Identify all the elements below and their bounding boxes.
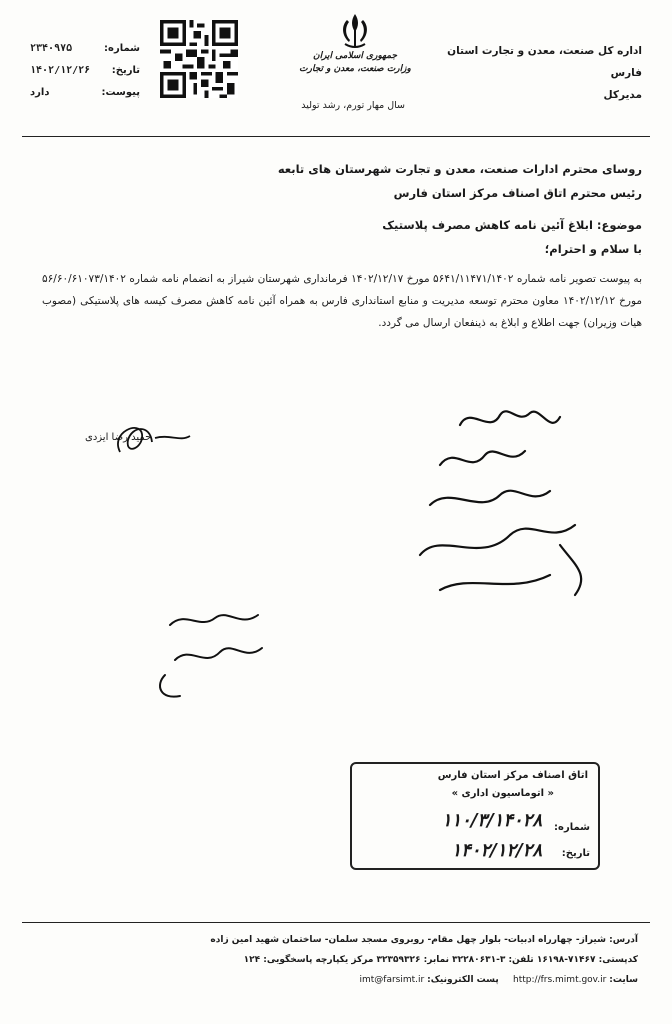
number-value: ۲۳۴۰۹۷۵ — [30, 43, 73, 54]
attachment-label: پیوست: — [101, 87, 140, 98]
date-label: تاریخ: — [111, 65, 140, 76]
meta-date-row — [30, 60, 140, 82]
received-stamp — [350, 762, 600, 870]
year-slogan: سال مهار تورم، رشد تولید — [301, 100, 405, 111]
greeting: با سلام و احترام؛ — [544, 242, 642, 256]
stamp-number-label: شماره: — [554, 822, 590, 833]
stamp-org: اتاق اصناف مرکز استان فارس — [437, 770, 588, 781]
footer-contact: کدپستی: ۷۱۴۶۷-۱۶۱۹۸ تلفن: ۳-۳۲۲۸۰۶۳۱ نمابر: ۳۲۳۵۹۳۲۶ مرکز یکپارچه پاسخگویی: ۱۲۴ — [243, 955, 638, 965]
iran-emblem-icon — [335, 12, 375, 50]
emblem-text-1: جمهوری اسلامی ایران — [312, 51, 398, 61]
meta-attachment-row — [30, 82, 140, 104]
qr-code-icon — [160, 20, 238, 98]
emblem-text-2: وزارت صنعت، معدن و تجارت — [299, 64, 411, 74]
subject-line: موضوع: ابلاغ آئین نامه کاهش مصرف پلاستیک — [382, 218, 642, 232]
footer-links — [38, 970, 638, 990]
site-label: سایت: — [609, 975, 638, 985]
stamp-number-value: ۱۱۰/۳/۱۴۰۲۸ — [441, 810, 542, 831]
attachment-value: دارد — [30, 87, 50, 98]
footer-divider — [22, 922, 650, 923]
site-link[interactable]: http://frs.mimt.gov.ir — [513, 975, 607, 985]
organization-name: اداره کل صنعت، معدن و تجارت استان فارس — [447, 45, 642, 79]
recipient-2: رئیس محترم اتاق اصناف مرکز استان فارس — [393, 186, 642, 200]
footer — [38, 930, 638, 990]
email-link[interactable]: imt@farsimt.ir — [359, 975, 425, 985]
organization-position: مدیرکل — [603, 89, 642, 101]
stamp-date-label: تاریخ: — [561, 848, 590, 859]
number-label: شماره: — [104, 43, 140, 54]
handwritten-note-right — [400, 395, 600, 605]
stamp-system: « اتوماسیون اداری » — [451, 788, 554, 799]
organization-header — [422, 40, 642, 106]
handwritten-note-left — [150, 600, 280, 710]
signer-name: حمید رضا ایزدی — [85, 432, 152, 443]
stamp-date-value: ۱۴۰۲/۱۲/۲۸ — [451, 840, 542, 861]
letter-meta — [30, 38, 140, 104]
email-label: پست الکترونیک: — [427, 975, 499, 985]
meta-number-row — [30, 38, 140, 60]
emblem-block — [280, 12, 430, 76]
signature-mark — [80, 412, 210, 462]
recipient-1: روسای محترم ادارات صنعت، معدن و تجارت شهرستان های تابعه — [277, 162, 642, 176]
letter-body: به پیوست تصویر نامه شماره ۵۶۴۱/۱۱۴۷۱/۱۴۰۲ مورخ ۱۴۰۲/۱۲/۱۷ فرمانداری شهرستان شیراز به انضمام نامه شماره ۵۶/۶۰/۶۱۰۷۳/۱۴۰۲ مورخ ۱۴۰۲/۱۲/۱۲ معاون محترم توسعه مدیریت و منابع استانداری فارس به همراه آئین نامه کاهش مصرف کیسه های پلاستیکی (مصوب هیات وزیران) جهت اطلاع و ابلاغ به ذینفعان ارسال می گردد. — [42, 273, 642, 329]
header-divider — [22, 136, 650, 137]
date-value: ۱۴۰۲/۱۲/۲۶ — [30, 65, 91, 76]
footer-address: آدرس: شیراز- چهارراه ادبیات- بلوار چهل مقام- روبروی مسجد سلمان- ساختمان شهید امین زاده — [210, 935, 638, 945]
